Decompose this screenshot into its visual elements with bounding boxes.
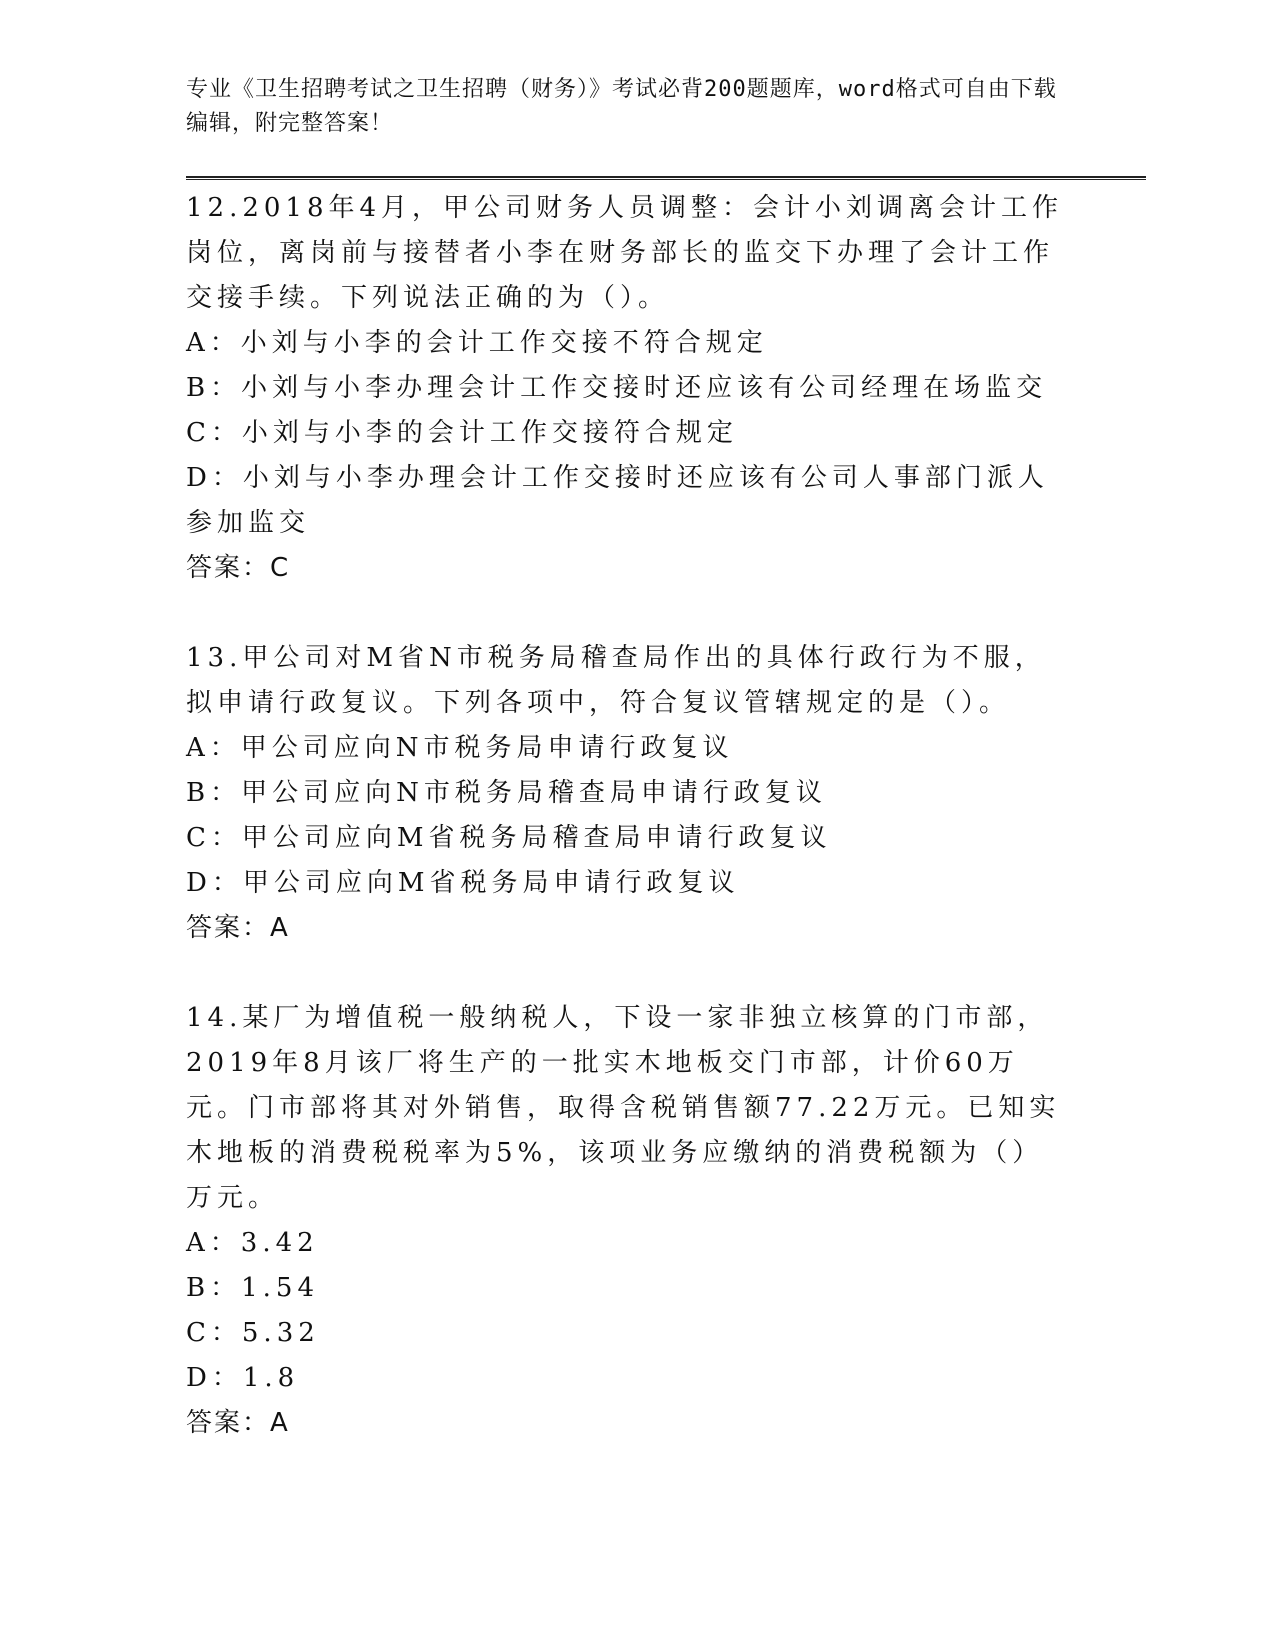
question-item: [186, 996, 1066, 1446]
question-item: [186, 186, 1066, 591]
option-a: A：3.42: [186, 1228, 319, 1258]
option-d: D：1.8: [186, 1363, 300, 1393]
option-a: A：甲公司应向N市税务局申请行政复议: [186, 733, 734, 763]
option-d: D：甲公司应向M省税务局申请行政复议: [186, 868, 740, 898]
answer-text: 答案：C: [186, 553, 291, 583]
option-c: C：小刘与小李的会计工作交接符合规定: [186, 418, 738, 448]
option-a: A：小刘与小李的会计工作交接不符合规定: [186, 328, 768, 358]
option-d: D：小刘与小李办理会计工作交接时还应该有公司人事部门派人参加监交: [186, 463, 1049, 538]
option-c: C：5.32: [186, 1318, 320, 1348]
option-b: B：甲公司应向N市税务局稽查局申请行政复议: [186, 778, 827, 808]
question-list: [186, 186, 1066, 1491]
question-text: 13.甲公司对M省N市税务局稽查局作出的具体行政行为不服，拟申请行政复议。下列各项中，符合复议管辖规定的是（）。: [186, 643, 1046, 718]
option-c: C：甲公司应向M省税务局稽查局申请行政复议: [186, 823, 832, 853]
question-text: 12.2018年4月，甲公司财务人员调整：会计小刘调离会计工作岗位，离岗前与接替者小李在财务部长的监交下办理了会计工作交接手续。下列说法正确的为（）。: [186, 193, 1064, 313]
option-b: B：小刘与小李办理会计工作交接时还应该有公司经理在场监交: [186, 373, 1048, 403]
option-b: B：1.54: [186, 1273, 319, 1303]
answer-text: 答案：A: [186, 1408, 290, 1438]
answer-text: 答案：A: [186, 913, 290, 943]
header-divider: [186, 176, 1146, 180]
question-text: 14.某厂为增值税一般纳税人，下设一家非独立核算的门市部，2019年8月该厂将生产的一批实木地板交门市部，计价60万元。门市部将其对外销售，取得含税销售额77.22万元。已知实木地板的消费税税率为5%，该项业务应缴纳的消费税额为（）万元。: [186, 1003, 1061, 1213]
document-header: 专业《卫生招聘考试之卫生招聘（财务）》考试必背200题题库，word格式可自由下载编辑，附完整答案！: [186, 77, 1057, 136]
question-item: [186, 636, 1066, 951]
